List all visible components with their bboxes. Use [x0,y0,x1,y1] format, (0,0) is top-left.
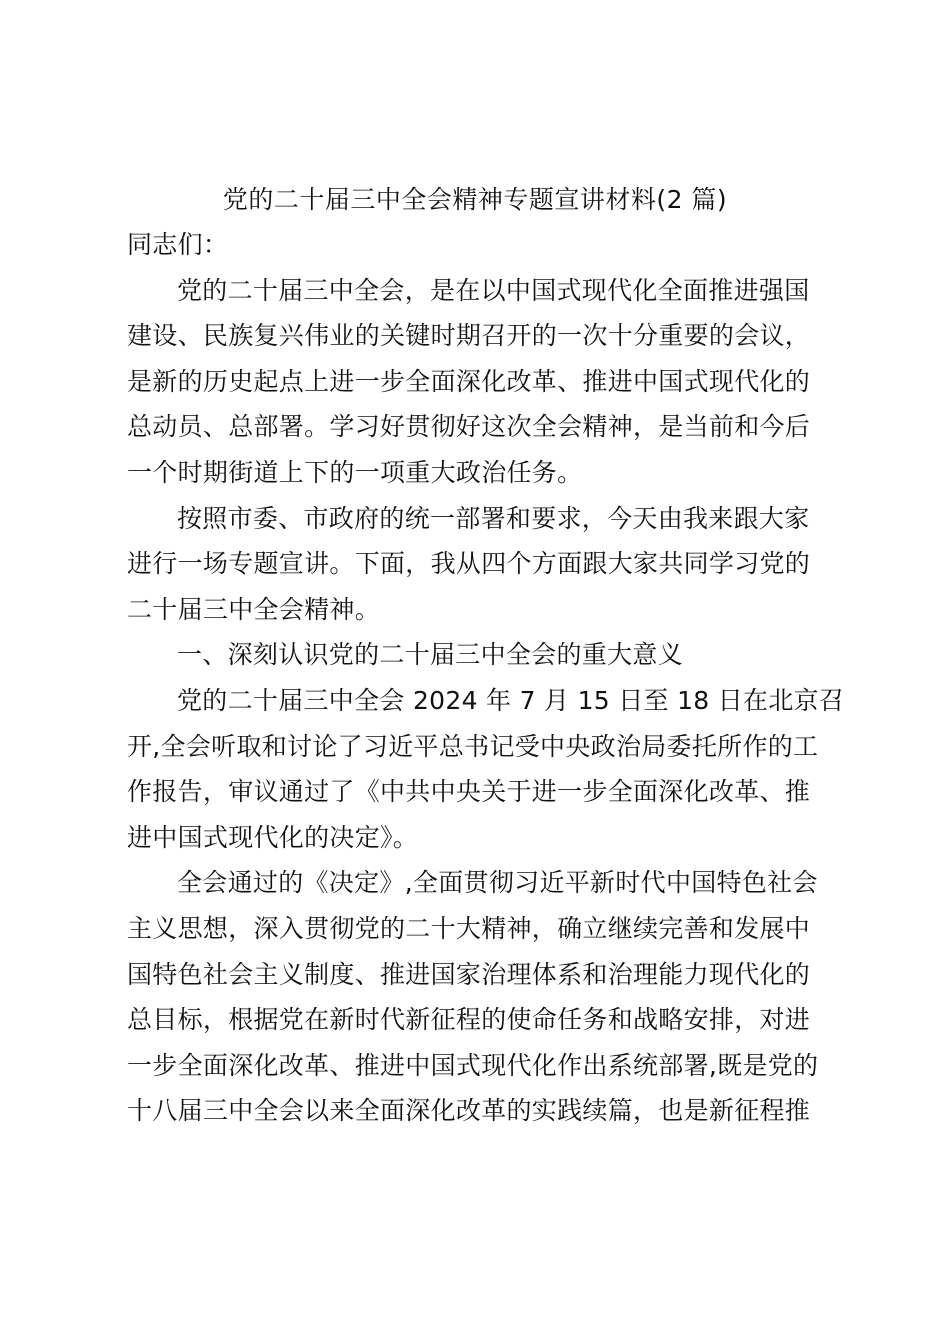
document-title: 党的二十届三中全会精神专题宣讲材料(2 篇) [222,185,728,214]
paragraph-line: 进中国式现代化的决定》。 [127,822,419,852]
paragraph-3 [127,678,845,860]
paragraph-line: 开,全会听取和讨论了习近平总书记受中央政治局委托所作的工 [127,731,819,761]
paragraph-line: 国特色社会主义制度、推进国家治理体系和治理能力现代化的 [127,959,811,989]
paragraph-line: 按照市委、市政府的统一部署和要求，今天由我来跟大家 [177,503,810,533]
paragraph-line: 作报告，审议通过了《中共中央关于进一步全面深化改革、推 [127,777,811,807]
paragraph-line: 进行一场专题宣讲。下面，我从四个方面跟大家共同学习党的 [127,549,811,579]
paragraph-line: 二十届三中全会精神。 [127,594,381,624]
section-heading-1 [127,632,827,678]
paragraph-line: 全会通过的《决定》,全面贯彻习近平新时代中国特色社会 [177,868,818,898]
paragraph-line: 总目标，根据党在新时代新征程的使命任务和战略安排，对进 [127,1005,811,1035]
paragraph-line: 一步全面深化改革、推进中国式现代化作出系统部署,既是党的 [127,1050,819,1080]
paragraph-line: 一个时期街道上下的一项重大政治任务。 [127,457,583,487]
paragraph-line: 总动员、总部署。学习好贯彻好这次全会精神，是当前和今后 [127,412,811,442]
paragraph-4 [127,860,827,1134]
paragraph-line: 主义思想，深入贯彻党的二十大精神，确立继续完善和发展中 [127,913,811,943]
paragraph-line: 党的二十届三中全会，是在以中国式现代化全面推进强国 [177,275,810,305]
paragraph-line: 党的二十届三中全会 2024 年 7 月 15 日至 18 日在北京召 [177,685,845,715]
salutation-text: 同志们： [127,230,229,259]
paragraph-line: 是新的历史起点上进一步全面深化改革、推进中国式现代化的 [127,366,811,396]
paragraph-line: 建设、民族复兴伟业的关键时期召开的一次十分重要的会议， [127,321,811,351]
section-heading-text: 一、深刻认识党的二十届三中全会的重大意义 [177,640,684,670]
paragraph-2 [127,496,827,633]
document-body [127,222,845,1134]
paragraph-line: 十八届三中全会以来全面深化改革的实践续篇，也是新征程推 [127,1096,811,1126]
salutation [127,222,827,268]
paragraph-1 [127,268,827,496]
